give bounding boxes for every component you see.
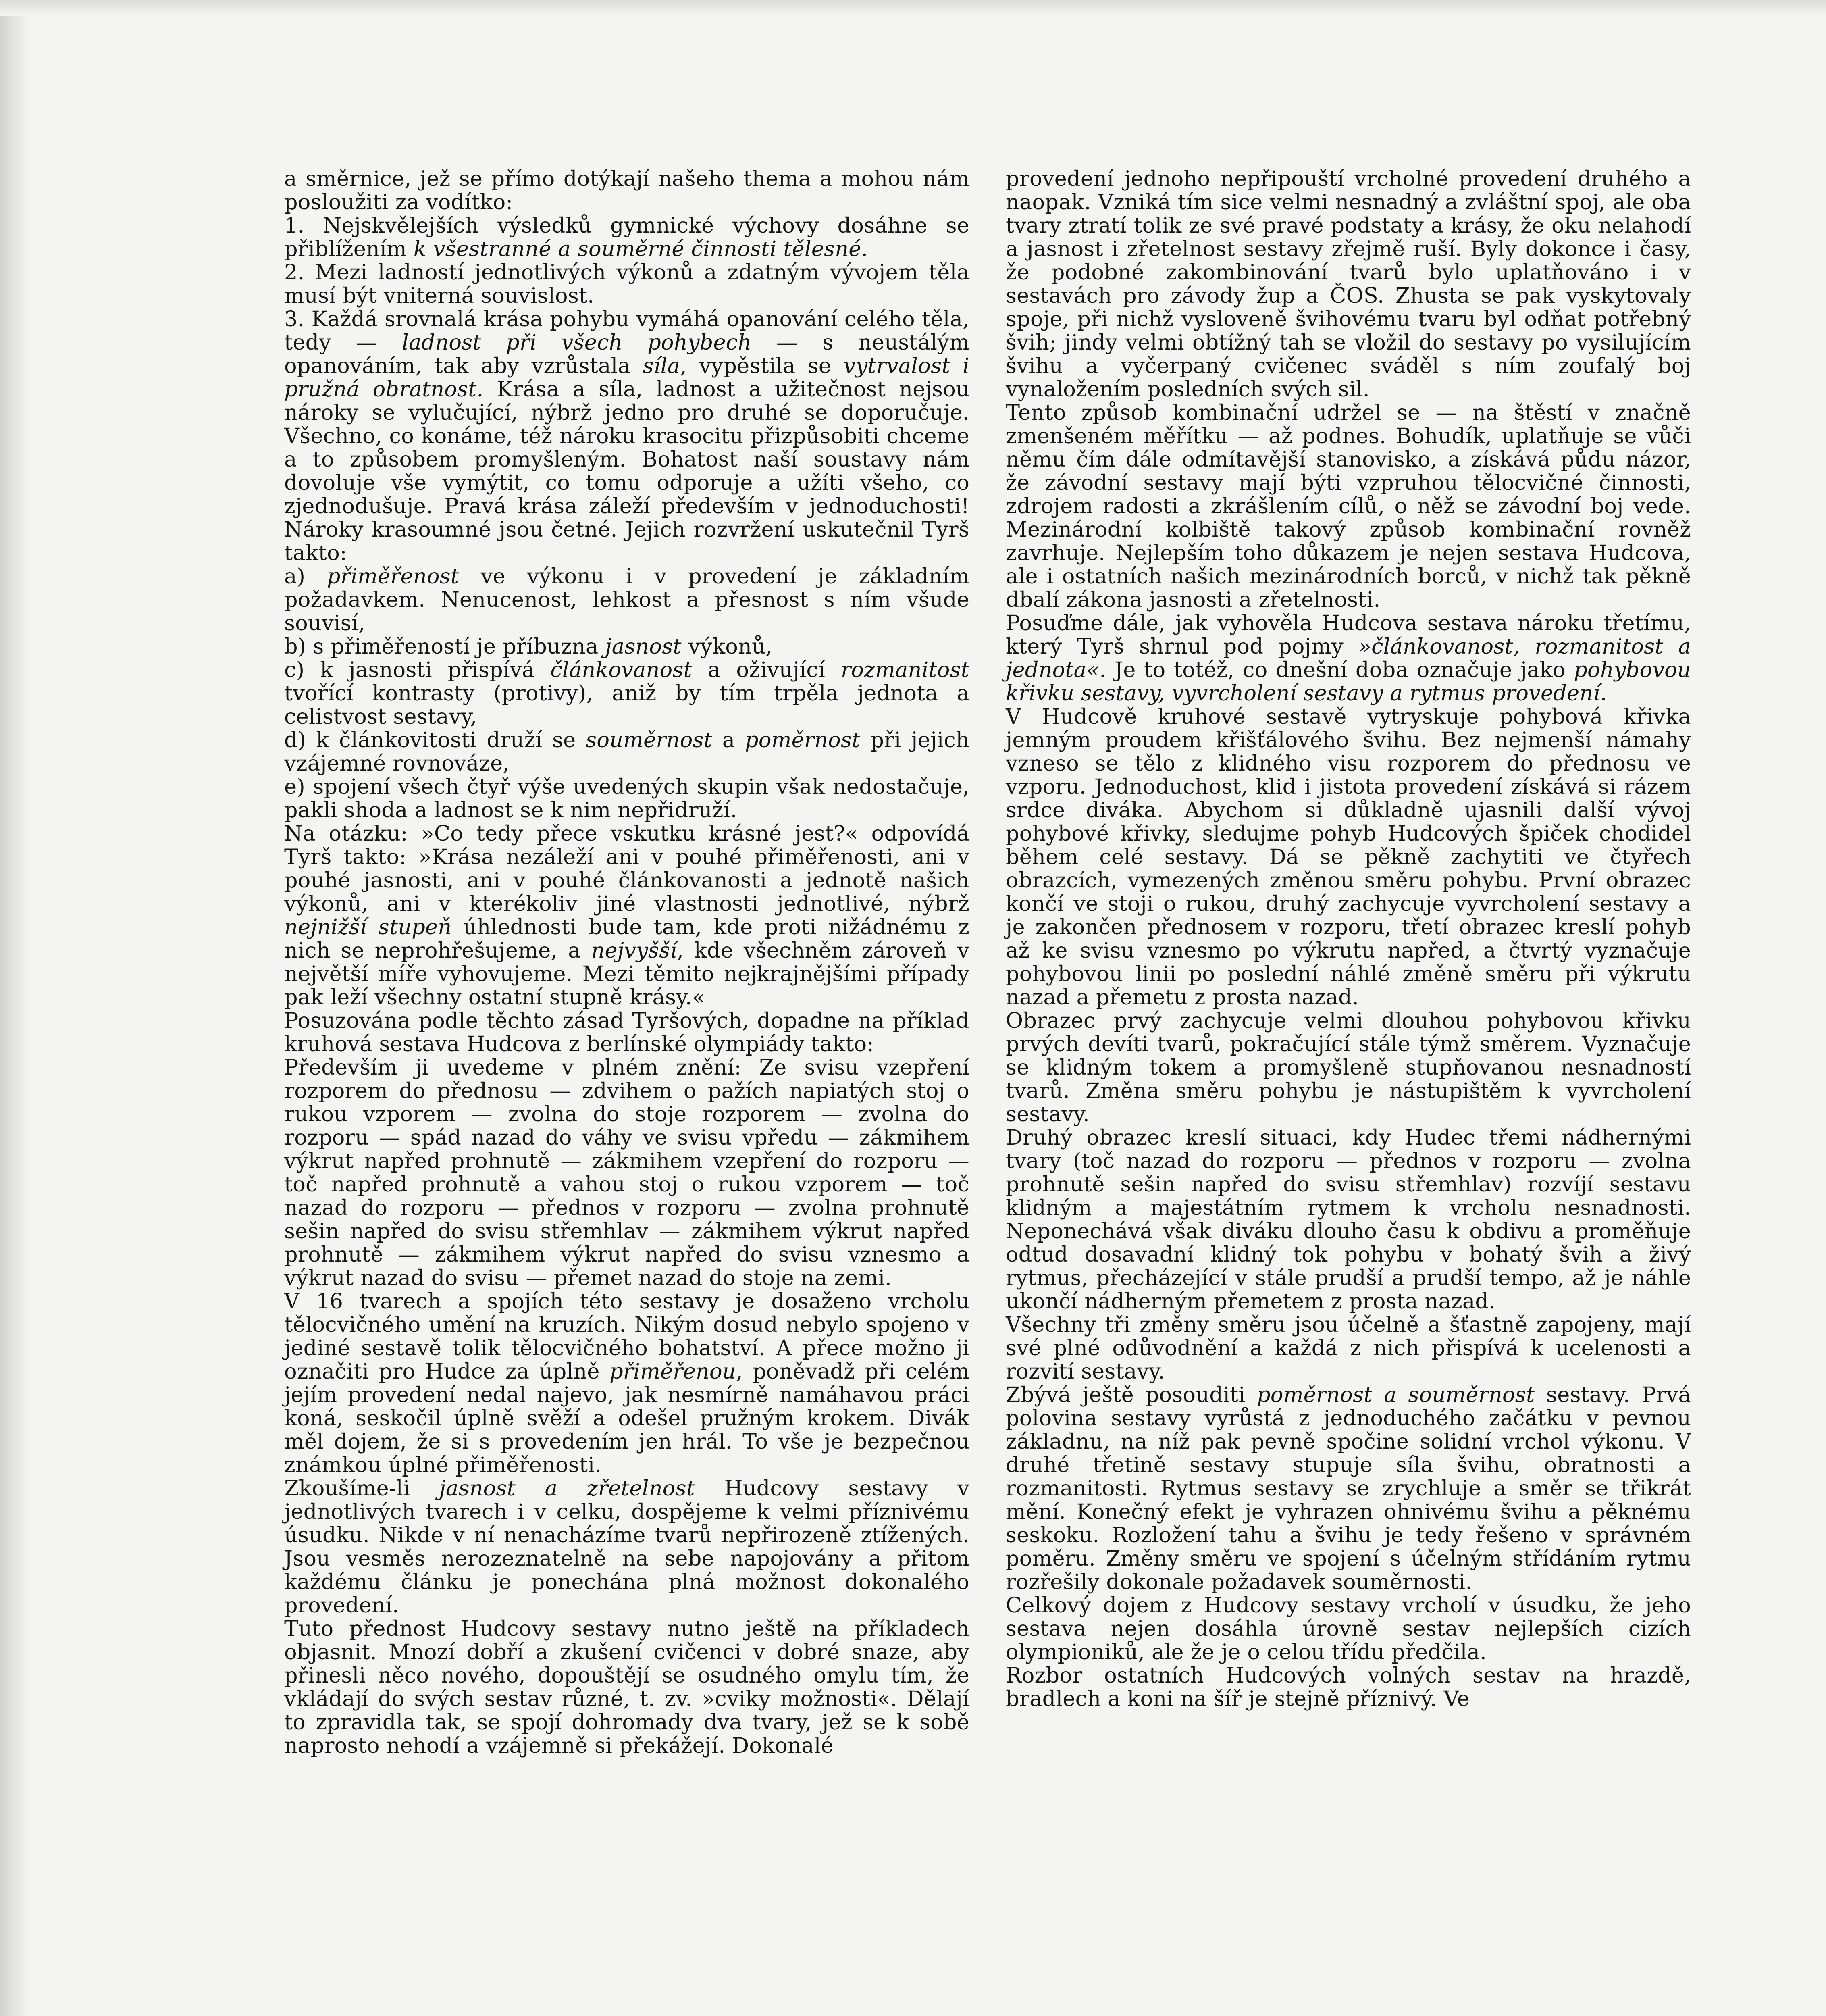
paragraph: 2. Mezi ladností jednotlivých výkonů a zdatným vývojem těla musí být vniterná souvislost.	[284, 260, 969, 308]
paragraph: Posuzována podle těchto zásad Tyršových, dopadne na příklad kruhová sestava Hudcova z berlínské olympiády takto:	[284, 1008, 969, 1056]
paragraph: Tuto přednost Hudcovy sestavy nutno ještě na příkladech objasnit. Mnozí dobří a zkušení cvičenci v dobré snaze, aby přinesli něco nového, dopouštějí se osudného omylu tím, že vkládají do svých sestav různé, t. zv. »cviky možnosti«. Dělají to zpravidla tak, se spojí dohromady dva tvary, jež se k sobě naprosto nehodí a vzájemně si překážejí. Dokonalé	[284, 1616, 969, 1758]
paragraph: c) k jasnosti přispívá článkovanost a oživující rozmanitost tvořící kontrasty (protivy), aniž by tím trpěla jednota a celistvost sestavy,	[284, 658, 969, 729]
paragraph: Druhý obrazec kreslí situaci, kdy Hudec třemi nádhernými tvary (toč nazad do rozporu — přednos v rozporu — zvolna prohnutě sešin napřed do svisu střemhlav) rozvíjí sestavu klidným a majestátním rytmem k vrcholu nesnadnosti. Neponechává však diváku dlouho času k obdivu a proměňuje odtud dosavadní klidný tok pohybu v bohatý švih a živý rytmus, přecházející v stále prudší a prudší tempo, až je náhle ukončí nádherným přemetem z prosta nazad.	[1006, 1125, 1691, 1314]
paragraph: Všechny tři změny směru jsou účelně a šťastně zapojeny, mají své plné odůvodnění a každá z nich přispívá k ucelenosti a rozvití sestavy.	[1006, 1312, 1691, 1384]
paragraph: a) přiměřenost ve výkonu i v provedení je základním požadavkem. Nenucenost, lehkost a přesnost s ním všude souvisí,	[284, 564, 969, 635]
paragraph: Obrazec prvý zachycuje velmi dlouhou pohybovou křivku prvých devíti tvarů, pokračující stále týmž směrem. Vyznačuje se klidným tokem a promyšleně stupňovanou nesnadností tvarů. Změna směru pohybu je nástupištěm k vyvrcholení sestavy.	[1006, 1008, 1691, 1127]
paragraph: Tento způsob kombinační udržel se — na štěstí v značně zmenšeném měřítku — až podnes. Bohudík, uplatňuje se vůči němu čím dále odmítavější stanovisko, a získává půdu názor, že závodní sestavy mají býti vzpruhou tělocvičné činnosti, zdrojem radosti a zkrášlením cílů, o něž se závodní boj vede. Mezinárodní kolbiště takový způsob kombinační rovněž zavrhuje. Nejlepším toho důkazem je nejen sestava Hudcova, ale i ostatních našich mezinárodních borců, v nichž tak pěkně dbalí zákona jasnosti a zřetelnosti.	[1006, 400, 1691, 612]
paragraph: provedení jednoho nepřipouští vrcholné provedení druhého a naopak. Vzniká tím sice velmi nesnadný a zvláštní spoj, ale oba tvary ztratí tolik ze své pravé podstaty a krásy, že oku nelahodí a jasnost i zřetelnost sestavy zřejmě ruší. Byly dokonce i časy, že podobné zakombinování tvarů bylo uplatňováno i v sestavách pro závody žup a ČOS. Zhusta se pak vyskytovaly spoje, při nichž vysloveně švihovému tvaru byl odňat potřebný švih; jindy velmi obtížný tah se vložil do sestavy po vysilujícím švihu a vyčerpaný cvičenec sváděl s ním zoufalý boj vynaložením posledních svých sil.	[1006, 167, 1691, 402]
scan-shadow-top	[0, 0, 1826, 16]
paragraph: Celkový dojem z Hudcovy sestavy vrcholí v úsudku, že jeho sestava nejen dosáhla úrovně sestav nejlepších cizích olympioniků, ale že je o celou třídu předčila.	[1006, 1593, 1691, 1664]
paragraph: V 16 tvarech a spojích této sestavy je dosaženo vrcholu tělocvičného umění na kruzích. Nikým dosud nebylo spojeno v jediné sestavě tolik tělocvičného bohatství. A přece možno ji označiti pro Hudce za úplně přiměřenou, poněvadž při celém jejím provedení nedal najevo, jak nesmírně namáhavou práci koná, seskočil úplně svěží a odešel pružným krokem. Divák měl dojem, že si s provedením jen hrál. To vše je bezpečnou známkou úplné přiměřenosti.	[284, 1289, 970, 1477]
paragraph: b) s přiměřeností je příbuzna jasnost výkonů,	[284, 634, 773, 659]
paragraph: 3. Každá srovnalá krása pohybu vymáhá opanování celého těla, tedy — ladnost při všech pohybech — s neustálým opanováním, tak aby vzrůstala síla, vypěstila se vytrvalost i pružná obratnost. Krása a síla, ladnost a užitečnost nejsou nároky se vylučující, nýbrž jedno pro druhé se doporučuje. Všechno, co konáme, též nároku krasocitu přizpůsobiti chceme a to způsobem promyšleným. Bohatost naší soustavy nám dovoluje vše vymýtit, co tomu odporuje a užíti všeho, co zjednodušuje. Pravá krása záleží především v jednoduchosti! Nároky krasoumné jsou četné. Jejich rozvržení uskutečnil Tyrš takto:	[284, 307, 969, 565]
left-text-column	[284, 167, 969, 1758]
scan-shadow-left	[0, 0, 28, 2016]
paragraph: Především ji uvedeme v plném znění: Ze svisu vzepření rozporem do přednosu — zdvihem o pažích napiatých stoj o rukou vzporem — zvolna do stoje rozporem — zvolna do rozporu — spád nazad do váhy ve svisu vpředu — zákmihem výkrut napřed prohnutě — zákmihem vzepření do rozporu — toč napřed prohnutě a vahou stoj o rukou vzporem — toč nazad do rozporu — přednos v rozporu — zvolna prohnutě sešin napřed do svisu střemhlav — zákmihem výkrut napřed prohnutě — zákmihem výkrut napřed do svisu vznesmo a výkrut nazad do svisu — přemet nazad do stoje na zemi.	[284, 1055, 969, 1290]
paragraph: e) spojení všech čtyř výše uvedených skupin však nedostačuje, pakli shoda a ladnost se k nim nepřidruží.	[284, 775, 969, 823]
right-text-column	[1006, 167, 1691, 1711]
paragraph: Posuďme dále, jak vyhověla Hudcova sestava nároku třetímu, který Tyrš shrnul pod pojmy »článkovanost, rozmanitost a jednota«. Je to totéž, co dnešní doba označuje jako pohybovou křivku sestavy, vyvrcholení sestavy a rytmus provedení.	[1006, 611, 1691, 706]
paragraph: a směrnice, jež se přímo dotýkají našeho thema a mohou nám posloužiti za vodítko:	[284, 167, 969, 215]
paragraph: d) k článkovitosti druží se souměrnost a poměrnost při jejich vzájemné rovnováze,	[284, 728, 969, 776]
paragraph: V Hudcově kruhové sestavě vytryskuje pohybová křivka jemným proudem křišťálového švihu. Bez nejmenší námahy vzneso se tělo z klidného visu rozporem do přednosu ve vzporu. Jednoduchost, klid i jistota provedení získává si rázem srdce diváka. Abychom si důkladně ujasnili další vývoj pohybové křivky, sledujme pohyb Hudcových špiček chodidel během celé sestavy. Dá se pěkně zachytiti ve čtyřech obrazcích, vymezených změnou směru pohybu. První obrazec končí ve stoji o rukou, druhý zachycuje vyvrcholení sestavy a je zakončen přednosem v rozporu, třetí obrazec kreslí pohyb až ke svisu vznesmo po výkrutu napřed, a čtvrtý vyznačuje pohybovou linii po poslední náhlé změně směru při výkrutu nazad a přemetu z prosta nazad.	[1006, 704, 1691, 1010]
paragraph: Na otázku: »Co tedy přece vskutku krásné jest?« odpovídá Tyrš takto: »Krása nezáleží ani v pouhé přiměřenosti, ani v pouhé jasnosti, ani v pouhé článkovanosti a jednotě našich výkonů, ani v kterékoliv jiné vlastnosti jednotlivé, nýbrž nejnižší stupeň úhlednosti bude tam, kde proti nižádnému z nich se neprohřešujeme, a nejvyšší, kde všechněm zároveň v největší míře vyhovujeme. Mezi těmito nejkrajnějšími případy pak leží všechny ostatní stupně krásy.«	[284, 821, 969, 1010]
paragraph: Rozbor ostatních Hudcových volných sestav na hrazdě, bradlech a koni na šíř je stejně příznivý. Ve	[1006, 1663, 1691, 1711]
paragraph: Zbývá ještě posouditi poměrnost a souměrnost sestavy. Prvá polovina sestavy vyrůstá z jednoduchého začátku v pevnou základnu, na níž pak pevně spočine solidní vrchol výkonu. V druhé třetině sestavy stupuje síla švihu, obratnosti a rozmanitosti. Rytmus sestavy se zrychluje a směr se třikrát mění. Konečný efekt je vyhrazen ohnivému švihu a pěknému seskoku. Rozložení tahu a švihu je tedy řešeno v správném poměru. Změny směru ve spojení s účelným střídáním rytmu rozřešily dokonale požadavek souměrnosti.	[1006, 1383, 1691, 1594]
paragraph: 1. Nejskvělejších výsledků gymnické výchovy dosáhne se přiblížením k všestranné a souměrné činnosti tělesné.	[284, 213, 969, 261]
paragraph: Zkoušíme-li jasnost a zřetelnost Hudcovy sestavy v jednotlivých tvarech i v celku, dospějeme k velmi příznivému úsudku. Nikde v ní nenacházíme tvarů nepřirozeně ztížených. Jsou vesměs nerozeznatelně na sebe napojovány a přitom každému článku je ponechána plná možnost dokonalého provedení.	[284, 1476, 969, 1618]
